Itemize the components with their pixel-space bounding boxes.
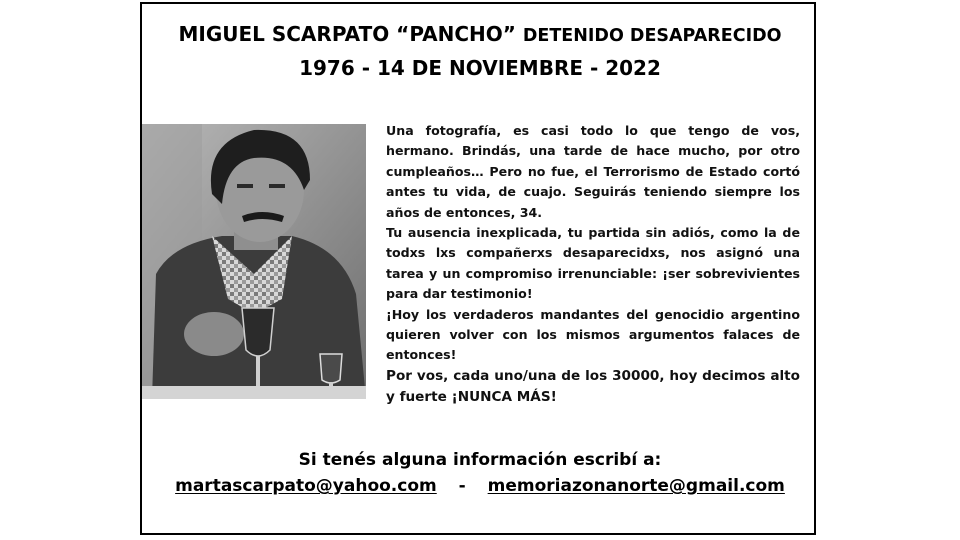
title-status: DETENIDO DESAPARECIDO — [522, 26, 782, 46]
poster-dates: 1976 - 14 DE NOVIEMBRE - 2022 — [299, 56, 661, 80]
contact-emails — [0, 476, 960, 496]
paragraph-3: ¡Hoy los verdaderos mandantes del genocidio argentino quieren volver con los mismos argumentos falaces de entonces! — [386, 306, 800, 363]
email-separator: - — [458, 476, 466, 496]
contact-heading: Si tenés alguna información escribí a: — [298, 450, 662, 470]
paragraph-2: Tu ausencia inexplicada, tu partida sin adiós, como la de todxs lxs compañerxs desaparecidxs, nos asignó una tarea y un compromiso irrenunciable: ¡ser sobrevivientes para dar testimonio! — [386, 225, 800, 302]
portrait-photo — [142, 124, 366, 399]
poster-title — [0, 22, 960, 46]
paragraph-4: Por vos, cada uno/una de los 30000, hoy decimos alto y fuerte ¡NUNCA MÁS! — [386, 367, 800, 405]
email-link-memoria[interactable]: memoriazonanorte@gmail.com — [487, 476, 785, 496]
email-link-marta[interactable]: martascarpato@yahoo.com — [175, 476, 437, 496]
tribute-text — [386, 121, 800, 408]
portrait-illustration — [142, 124, 366, 399]
paragraph-1: Una fotografía, es casi todo lo que tengo de vos, hermano. Brindás, una tarde de hace mucho, por otro cumpleaños… Pero no fue, el Terrorismo de Estado cortó antes tu vida, de cuajo. Seguirás teniendo siempre los años de entonces, 34. — [386, 123, 800, 220]
title-name: MIGUEL SCARPATO “PANCHO” — [178, 22, 516, 46]
